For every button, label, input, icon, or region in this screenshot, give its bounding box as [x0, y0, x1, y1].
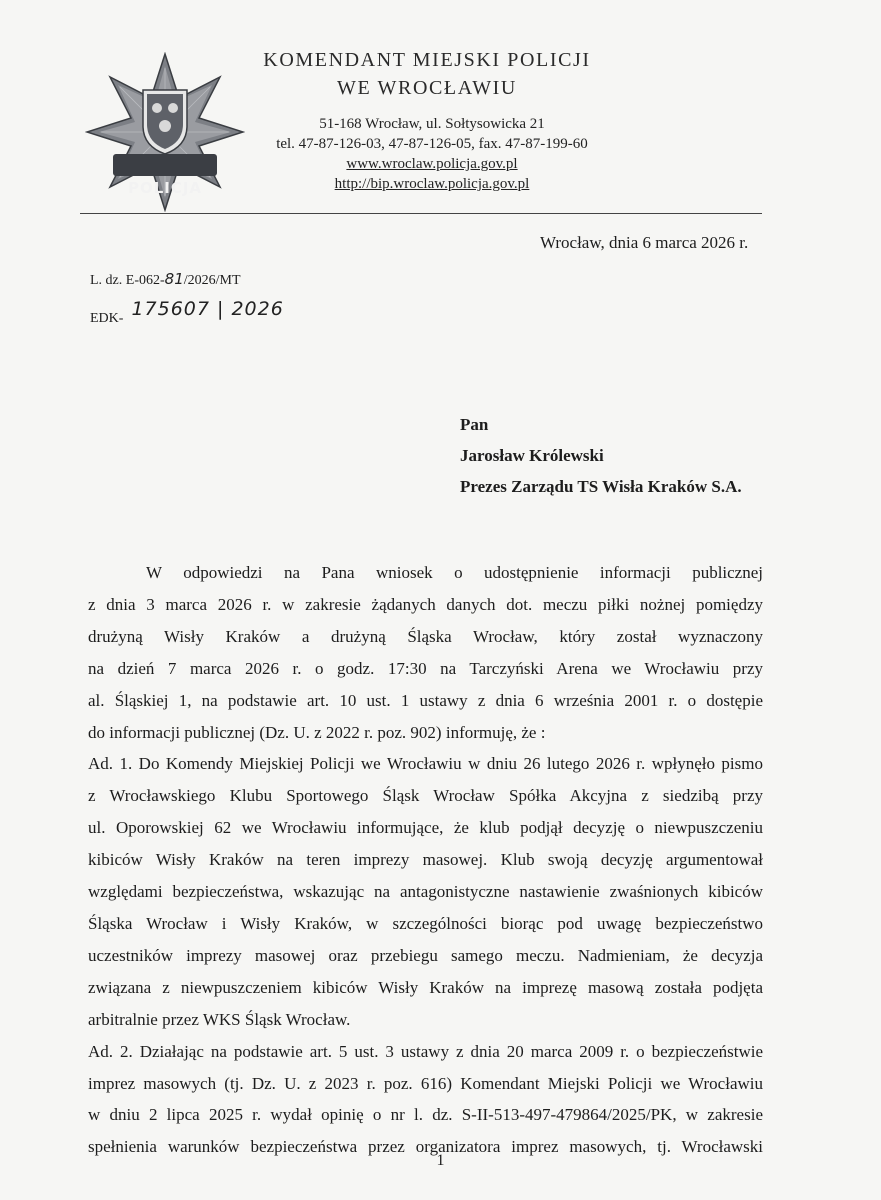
- org-line-1: KOMENDANT MIEJSKI POLICJI: [263, 49, 591, 71]
- recipient-title: Prezes Zarządu TS Wisła Kraków S.A.: [460, 477, 742, 496]
- body-line: względami bezpieczeństwa, wskazując na antagonistyczne nastawienie zwaśnionych kibiców: [88, 882, 763, 902]
- body-line: ul. Oporowskiej 62 we Wrocławiu informujące, że klub podjął decyzję o niewpuszczeniu: [88, 818, 763, 838]
- bip-link[interactable]: http://bip.wroclaw.policja.gov.pl: [334, 176, 530, 192]
- body-line: do informacji publicznej (Dz. U. z 2022 r. poz. 902) informuję, że :: [88, 722, 546, 742]
- ldz-prefix: L. dz. E-062-: [90, 273, 165, 288]
- org-line-2: WE WROCŁAWIU: [337, 77, 517, 99]
- logo-text: POLICJA: [127, 179, 203, 197]
- date-line: Wrocław, dnia 6 marca 2026 r.: [540, 233, 749, 252]
- body-line: uczestników imprezy masowej oraz przebiegu samego meczu. Nadmieniam, że decyzja: [88, 945, 763, 965]
- phone-line: tel. 47-87-126-03, 47-87-126-05, fax. 47-87-199-60: [276, 136, 588, 152]
- body-line: na dzień 7 marca 2026 r. o godz. 17:30 na Tarczyński Arena we Wrocławiu przy: [88, 658, 763, 678]
- website-link[interactable]: www.wroclaw.policja.gov.pl: [346, 156, 518, 172]
- body-line: kibiców Wisły Kraków na teren imprezy masowej. Klub swoją decyzję argumentował: [88, 850, 763, 870]
- body-line: Śląska Wrocław i Wisły Kraków, w szczególności biorąc pod uwagę bezpieczeństwo: [88, 913, 763, 933]
- recipient-name: Jarosław Królewski: [460, 446, 604, 465]
- body-line: spełnienia warunków bezpieczeństwa przez organizatora imprez masowych, tj. Wrocławski: [88, 1137, 763, 1157]
- police-star-logo-icon: [85, 52, 245, 212]
- body-line: z Wrocławskiego Klubu Sportowego Śląsk Wrocław Spółka Akcyjna z siedzibą przy: [88, 786, 763, 806]
- body-line: al. Śląskiej 1, na podstawie art. 10 ust. 1 ustawy z dnia 6 września 2001 r. o dostępie: [88, 690, 763, 710]
- body-line: W odpowiedzi na Pana wniosek o udostępnienie informacji publicznej: [146, 563, 763, 582]
- ldz-handwritten-number: 81: [164, 270, 184, 288]
- ldz-suffix: /2026/MT: [183, 273, 241, 288]
- header-divider: [80, 213, 762, 214]
- body-line: Ad. 2. Działając na podstawie art. 5 ust. 3 ustawy z dnia 20 marca 2009 r. o bezpieczeństwie: [88, 1041, 763, 1061]
- body-line: arbitralnie przez WKS Śląsk Wrocław.: [88, 1009, 351, 1029]
- letter-body: [88, 557, 763, 1163]
- address-line: 51-168 Wrocław, ul. Sołtysowicka 21: [319, 116, 545, 132]
- edk-prefix: EDK-: [90, 311, 124, 326]
- recipient-block: [460, 409, 742, 502]
- body-line: w dniu 2 lipca 2025 r. wydał opinię o nr l. dz. S-II-513-497-479864/2025/PK, w zakresie: [88, 1105, 763, 1125]
- letterhead-title: [262, 46, 592, 102]
- edk-reference: [90, 298, 284, 327]
- body-line: imprez masowych (tj. Dz. U. z 2023 r. poz. 616) Komendant Miejski Policji we Wrocławiu: [88, 1073, 763, 1093]
- recipient-salutation: Pan: [460, 415, 489, 434]
- edk-handwritten-number: 175607 | 2026: [131, 298, 284, 320]
- body-line: Ad. 1. Do Komendy Miejskiej Policji we Wrocławiu w dniu 26 lutego 2026 r. wpłynęło pismo: [88, 754, 763, 774]
- letterhead-address: [252, 114, 612, 194]
- page-number: 1: [436, 1152, 445, 1169]
- body-line: drużyną Wisły Kraków a drużyną Śląska Wrocław, który został wyznaczony: [88, 626, 763, 646]
- body-line: z dnia 3 marca 2026 r. w zakresie żądanych danych dot. meczu piłki nożnej pomiędzy: [88, 594, 763, 614]
- body-line: związana z niewpuszczeniem kibiców Wisły Kraków na imprezę masową została podjęta: [88, 977, 763, 997]
- ldz-reference: [90, 270, 241, 289]
